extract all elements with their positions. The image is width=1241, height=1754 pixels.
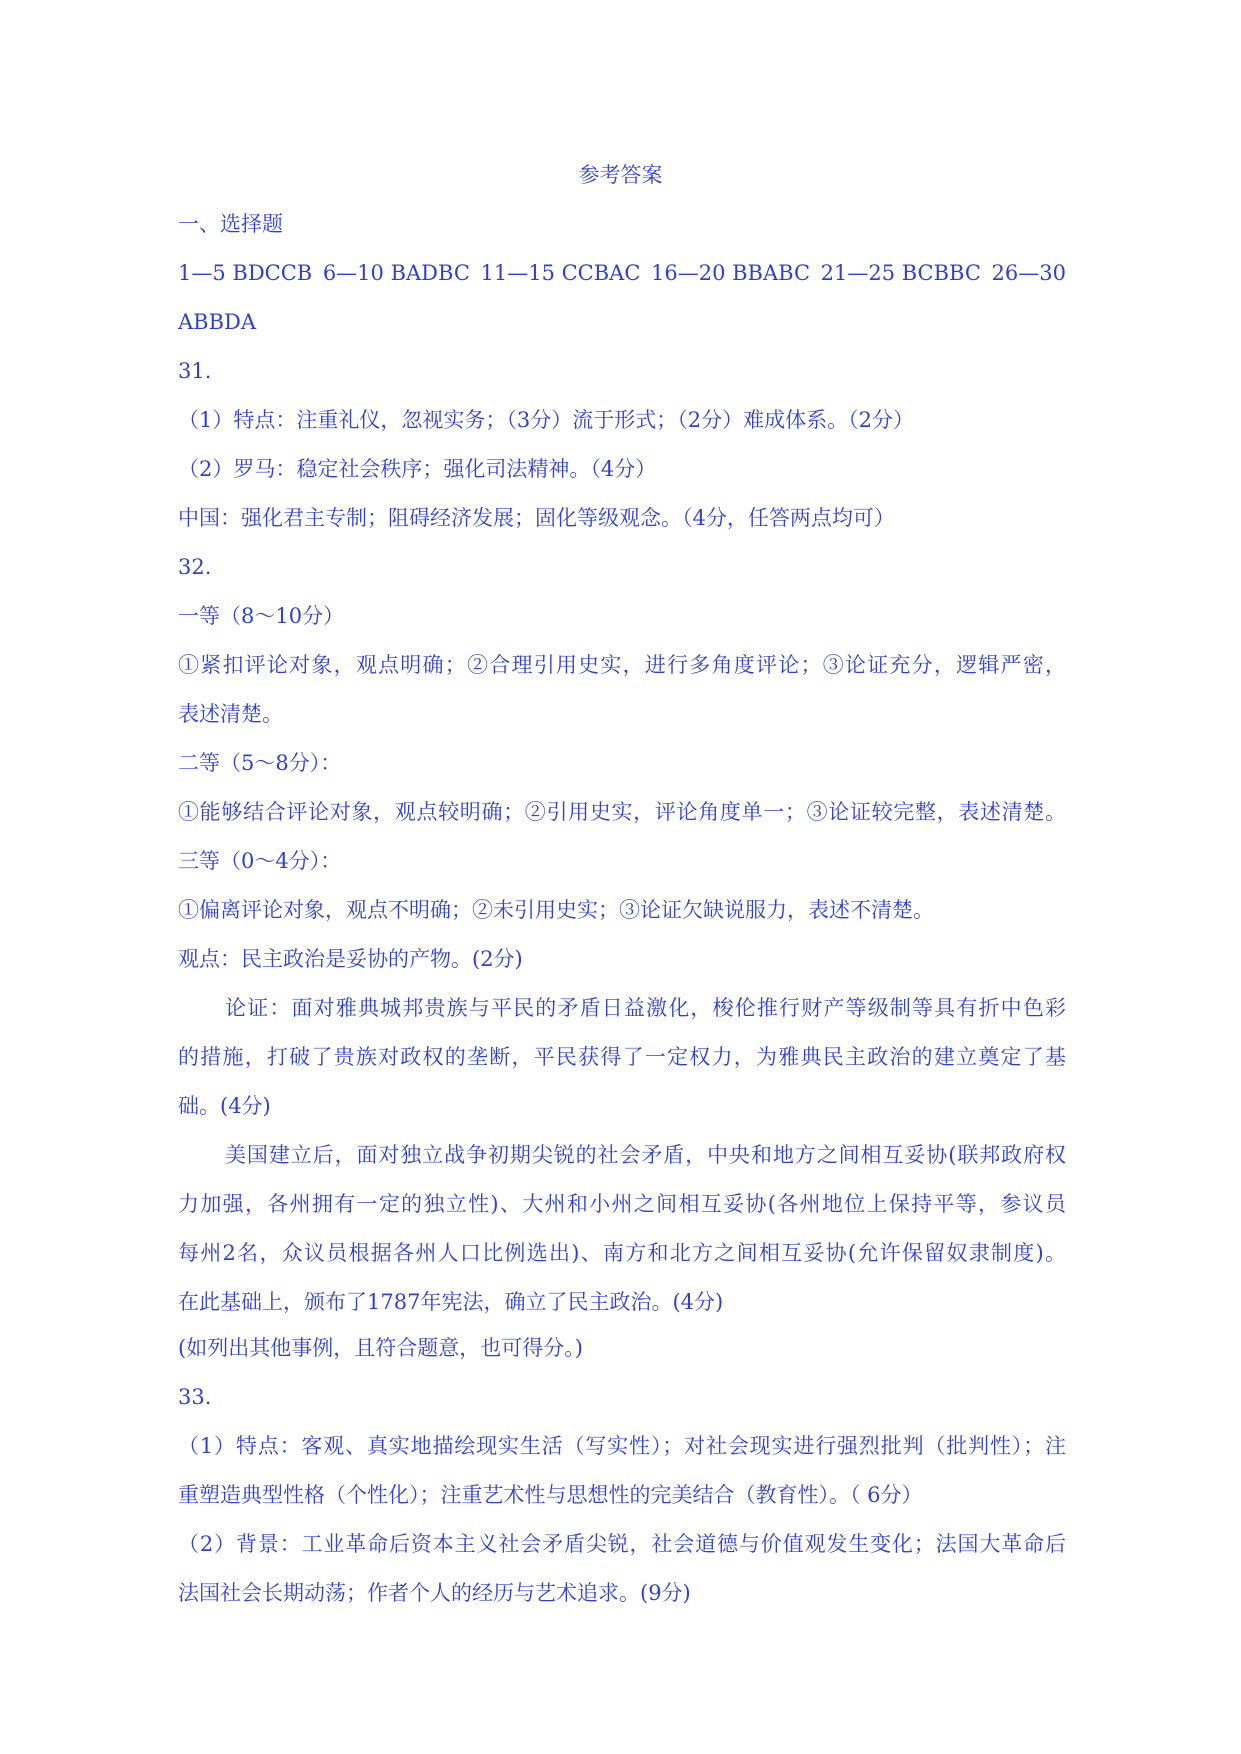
mc-answers-continuation: ABBDA	[178, 310, 257, 334]
answer-line: 础。(4分)	[178, 1094, 271, 1118]
answer-line: 中国：强化君主专制；阻碍经济发展；固化等级观念。（4分，任答两点均可）	[178, 506, 895, 530]
answer-line: ①紧扣评论对象，观点明确；②合理引用史实，进行多角度评论；③论证充分，逻辑严密，	[178, 653, 1066, 677]
answer-line: 表述清楚。	[178, 702, 283, 726]
answer-line: 每州2名，众议员根据各州人口比例选出)、南方和北方之间相互妥协(允许保留奴隶制度)。	[178, 1241, 1066, 1265]
answer-line: ①能够结合评论对象，观点较明确；②引用史实，评论角度单一；③论证较完整，表述清楚。	[178, 800, 1066, 824]
answer-line: （2）背景：工业革命后资本主义社会矛盾尖锐，社会道德与价值观发生变化；法国大革命后	[178, 1532, 1066, 1556]
mc-group: 21—25 BCBBC	[820, 261, 981, 285]
mc-group: 6—10 BADBC	[322, 261, 470, 285]
section-heading-choice: 一、选择题	[178, 212, 283, 236]
question-number: 31.	[178, 359, 212, 383]
answer-line: 法国社会长期动荡；作者个人的经历与艺术追求。(9分)	[178, 1581, 691, 1605]
grade-level: 三等（0～4分）：	[178, 849, 342, 873]
answer-line: ①偏离评论对象，观点不明确；②未引用史实；③论证欠缺说服力，表述不清楚。	[178, 898, 934, 922]
answer-line: 观点：民主政治是妥协的产物。(2分)	[178, 947, 523, 971]
answer-line: 论证：面对雅典城邦贵族与平民的矛盾日益激化，梭伦推行财产等级制等具有折中色彩	[225, 996, 1066, 1020]
answer-line: 重塑造典型性格（个性化）；注重艺术性与思想性的完美结合（教育性）。（ 6分）	[178, 1483, 923, 1507]
question-number: 33.	[178, 1385, 212, 1409]
answer-line: （1）特点：注重礼仪，忽视实务；（3分）流于形式；（2分）难成体系。（2分）	[178, 408, 914, 432]
grade-level: 一等（8～10分）	[178, 604, 345, 628]
page-title: 参考答案	[578, 163, 663, 187]
mc-answers-row	[178, 258, 1066, 288]
mc-group: 26—30	[991, 261, 1066, 285]
answer-line: （1）特点：客观、真实地描绘现实生活（写实性）；对社会现实进行强烈批判（批判性）；注	[178, 1434, 1066, 1458]
answer-line: 在此基础上，颁布了1787年宪法，确立了民主政治。(4分)	[178, 1290, 724, 1314]
grade-level: 二等（5～8分）：	[178, 751, 342, 775]
question-number: 32.	[178, 555, 212, 579]
answer-line: 的措施，打破了贵族对政权的垄断，平民获得了一定权力，为雅典民主政治的建立奠定了基	[178, 1045, 1066, 1069]
answer-line: 力加强，各州拥有一定的独立性)、大州和小州之间相互妥协(各州地位上保持平等，参议员	[178, 1192, 1066, 1216]
answer-line: 美国建立后，面对独立战争初期尖锐的社会矛盾，中央和地方之间相互妥协(联邦政府权	[225, 1143, 1066, 1167]
answer-line: （2）罗马：稳定社会秩序；强化司法精神。（4分）	[178, 457, 657, 481]
answer-note: (如列出其他事例，且符合题意，也可得分。)	[178, 1336, 583, 1360]
mc-group: 1—5 BDCCB	[178, 261, 313, 285]
mc-group: 11—15 CCBAC	[480, 261, 641, 285]
mc-group: 16—20 BBABC	[650, 261, 811, 285]
